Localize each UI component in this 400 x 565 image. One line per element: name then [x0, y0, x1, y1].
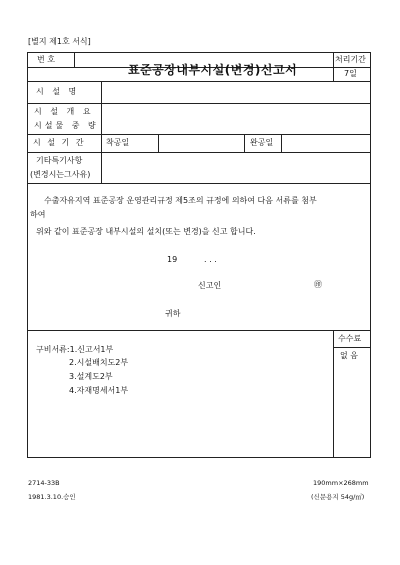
- row-divider: [28, 330, 370, 331]
- completion-value-divider: [281, 134, 282, 152]
- fee-divider: [333, 347, 370, 348]
- body-declaration: 위와 같이 표준공장 내부시설의 설치(또는 변경)을 신고 합니다.: [36, 227, 256, 236]
- processing-period-label: 처리기간: [335, 55, 366, 64]
- seal-mark: ㊞: [314, 280, 322, 289]
- form-title: 표준공장내부시설(변경)신고서: [128, 63, 298, 77]
- row-divider: [28, 183, 370, 184]
- fee-value: 없 음: [340, 351, 358, 360]
- row-divider: [28, 103, 370, 104]
- required-document-item: 4.자재명세서1부: [69, 386, 129, 395]
- recipient-label: 귀하: [165, 309, 181, 318]
- required-documents-heading: 구비서류:1.신고서1부: [36, 345, 114, 354]
- completion-label-divider: [244, 134, 245, 152]
- start-date-label: 착공일: [106, 138, 130, 147]
- processing-divider: [333, 67, 370, 68]
- form-number: [별지 제1호 서식]: [28, 37, 91, 46]
- special-notes-label: 기타특기사항: [36, 156, 83, 165]
- row-divider: [28, 152, 370, 153]
- header-bottom-line: [28, 81, 370, 82]
- processing-cell-divider: [333, 53, 334, 81]
- required-document-item: 2.시설배치도2부: [69, 358, 129, 367]
- fee-column-divider: [333, 330, 334, 457]
- start-date-divider: [158, 134, 159, 152]
- processing-period-value: 7일: [344, 69, 357, 78]
- report-form: [27, 52, 371, 458]
- facility-quantity-label: 시설물 중 량: [34, 121, 99, 130]
- number-label: 번 호: [37, 55, 55, 64]
- body-paragraph-line1: 수출자유지역 표준공장 운영관리규정 제5조의 규정에 의하여 다음 서류를 첨부: [44, 196, 317, 205]
- number-cell-divider: [74, 53, 75, 67]
- facility-name-label: 시 설 명: [36, 87, 80, 96]
- label-column-divider: [101, 81, 102, 183]
- row-divider: [28, 134, 370, 135]
- applicant-label: 신고인: [198, 281, 222, 290]
- date-separators: . . .: [204, 255, 217, 264]
- paper-size: 190mm×268mm: [313, 479, 369, 487]
- form-code: 2714-33B: [28, 479, 60, 487]
- facility-overview-label: 시 설 개 요: [34, 107, 94, 116]
- fee-label: 수수료: [338, 334, 362, 343]
- required-document-item: 3.설계도2부: [69, 372, 113, 381]
- body-paragraph-line2: 하여: [30, 210, 46, 219]
- completion-date-label: 완공일: [250, 138, 274, 147]
- special-notes-reason-label: (변경시는그사유): [30, 170, 91, 179]
- date-year: 19: [167, 255, 178, 264]
- paper-type: (신문용지 54g/㎡): [311, 493, 365, 501]
- approval-date: 1981.3.10.승인: [28, 493, 76, 501]
- facility-period-label: 시 설 기 간: [33, 138, 86, 147]
